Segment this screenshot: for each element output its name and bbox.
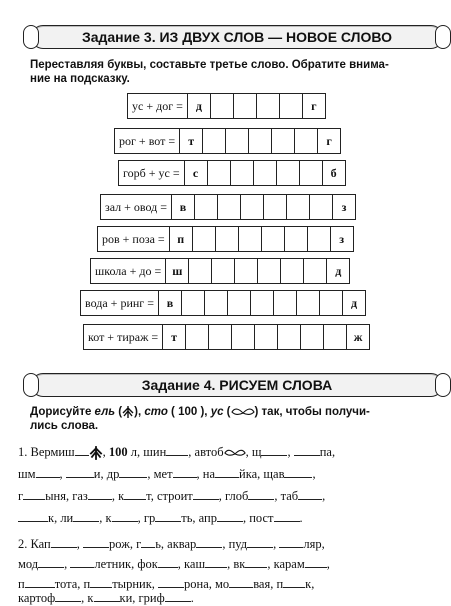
- blank[interactable]: [298, 488, 322, 500]
- blank[interactable]: [294, 444, 320, 456]
- blank[interactable]: [155, 510, 181, 522]
- ex2-line4: картоф , к ки, гриф .: [18, 591, 194, 605]
- letter-cell[interactable]: [262, 227, 285, 251]
- letter-cell[interactable]: [277, 161, 300, 185]
- letter-cell[interactable]: [320, 291, 343, 315]
- letter-cell[interactable]: [280, 94, 303, 118]
- blank[interactable]: [217, 510, 243, 522]
- puzzle-equation: ус + дог =: [128, 94, 188, 118]
- letter-cell[interactable]: в: [172, 195, 195, 219]
- blank[interactable]: [88, 488, 112, 500]
- puzzle-equation: вода + ринг =: [81, 291, 159, 315]
- letter-cell[interactable]: п: [170, 227, 193, 251]
- letter-cell[interactable]: ш: [166, 259, 189, 283]
- letter-cell[interactable]: [226, 129, 249, 153]
- letter-cell[interactable]: г: [326, 134, 332, 148]
- task3-banner: [31, 25, 443, 49]
- letter-cell[interactable]: [300, 161, 323, 185]
- blank[interactable]: [18, 510, 48, 522]
- task4-instruction-line2: лись слова.: [30, 420, 99, 433]
- letter-cell[interactable]: [211, 94, 234, 118]
- letter-cell[interactable]: т: [180, 129, 203, 153]
- blank[interactable]: [112, 510, 138, 522]
- letter-cell[interactable]: [285, 227, 308, 251]
- blank[interactable]: [55, 590, 81, 602]
- letter-cell[interactable]: [235, 259, 258, 283]
- blank[interactable]: [51, 536, 77, 548]
- letter-cell[interactable]: д: [335, 264, 342, 278]
- spruce-icon: [122, 405, 134, 419]
- ex2-line3: п тота, п тырник, рона, мо вая, п к,: [18, 577, 315, 591]
- blank[interactable]: [196, 536, 222, 548]
- letter-cell[interactable]: [203, 129, 226, 153]
- letter-cell[interactable]: [297, 291, 320, 315]
- word-puzzle-row: [127, 93, 326, 119]
- letter-cell[interactable]: з: [341, 200, 347, 214]
- blank[interactable]: [141, 536, 155, 548]
- letter-cell[interactable]: [249, 129, 272, 153]
- ex1-line3: г ыня, газ , к т, строит , глоб , таб ,: [18, 489, 326, 503]
- word-puzzle-row: [90, 258, 350, 284]
- blank[interactable]: [38, 556, 64, 568]
- letter-cell[interactable]: [212, 259, 235, 283]
- letter-cell[interactable]: [186, 325, 209, 349]
- letter-cell[interactable]: [251, 291, 274, 315]
- blank[interactable]: [36, 466, 60, 478]
- letter-cell[interactable]: [182, 291, 205, 315]
- spruce-icon: [89, 445, 103, 461]
- letter-cell[interactable]: [241, 195, 264, 219]
- letter-cell[interactable]: д: [350, 296, 358, 310]
- letter-cell[interactable]: [272, 129, 295, 153]
- letter-cell[interactable]: б: [330, 166, 337, 180]
- letter-cell[interactable]: [239, 227, 262, 251]
- blank[interactable]: [205, 556, 227, 568]
- task3-instruction-line2: ние на подсказку.: [30, 73, 130, 85]
- letter-cell[interactable]: [304, 259, 327, 283]
- blank[interactable]: [247, 536, 273, 548]
- letter-cell[interactable]: [308, 227, 331, 251]
- blank[interactable]: [124, 488, 146, 500]
- puzzle-equation: горб + ус =: [119, 161, 185, 185]
- word-puzzle-row: [80, 290, 366, 316]
- letter-cell[interactable]: [216, 227, 239, 251]
- puzzle-equation: школа + до =: [91, 259, 166, 283]
- ex1-line4: к, ли , к , гр ть, апр , пост .: [18, 510, 448, 526]
- blank[interactable]: [90, 576, 112, 588]
- letter-cell[interactable]: в: [159, 291, 182, 315]
- letter-cell[interactable]: т: [163, 325, 186, 349]
- blank[interactable]: [283, 576, 305, 588]
- letter-cell[interactable]: [208, 161, 231, 185]
- letter-cell[interactable]: [258, 259, 281, 283]
- letter-cell[interactable]: г: [311, 99, 317, 113]
- ex2-line1: 2. Кап , рож, г ь, аквар , пуд , ляр,: [18, 537, 325, 551]
- blank[interactable]: [83, 536, 109, 548]
- task4-banner: [31, 373, 443, 397]
- letter-cell[interactable]: [264, 195, 287, 219]
- blank[interactable]: [274, 510, 300, 522]
- task3-instruction: [30, 58, 440, 86]
- letter-cell[interactable]: ж: [353, 330, 363, 344]
- blank[interactable]: [158, 556, 178, 568]
- letter-cell[interactable]: с: [185, 161, 208, 185]
- letter-cell[interactable]: [205, 291, 228, 315]
- blank[interactable]: [70, 556, 94, 568]
- letter-cell[interactable]: [232, 325, 255, 349]
- blank[interactable]: [173, 466, 197, 478]
- letter-cell[interactable]: [193, 227, 216, 251]
- blank[interactable]: [73, 510, 99, 522]
- task4-instruction: [30, 405, 440, 433]
- letter-cell[interactable]: [301, 325, 324, 349]
- letter-cell[interactable]: [234, 94, 257, 118]
- task4-title: Задание 4. РИСУЕМ СЛОВА: [141, 377, 333, 393]
- task4-instruction-line1: Дорисуйте ель ( ), сто ( 100 ), ус ( ) так, чтобы получи-: [30, 406, 370, 419]
- letter-cell[interactable]: [274, 291, 297, 315]
- letter-cell[interactable]: з: [339, 232, 345, 246]
- letter-cell[interactable]: [228, 291, 251, 315]
- task3-instruction-line1: Переставляя буквы, составьте третье слово. Обратите внима-: [30, 59, 389, 71]
- letter-cell[interactable]: [189, 259, 212, 283]
- blank[interactable]: [215, 466, 239, 478]
- blank[interactable]: [75, 444, 89, 456]
- blank[interactable]: [66, 466, 94, 478]
- ex2-line2: мод , летник, фок , каш , вк , карам ,: [18, 557, 330, 571]
- blank[interactable]: [23, 488, 45, 500]
- letter-cell[interactable]: [278, 325, 301, 349]
- blank[interactable]: [229, 576, 253, 588]
- blank[interactable]: [193, 488, 219, 500]
- blank[interactable]: [261, 444, 287, 456]
- ex1-line1: 1. Вермиш , 100 л, шин , автоб , щ , па,: [18, 444, 448, 461]
- letter-cell[interactable]: [195, 195, 218, 219]
- letter-cell[interactable]: [281, 259, 304, 283]
- letter-cell[interactable]: [257, 94, 280, 118]
- blank[interactable]: [284, 466, 312, 478]
- letter-cell[interactable]: [255, 325, 278, 349]
- blank[interactable]: [279, 536, 303, 548]
- word-puzzle-row: [114, 128, 341, 154]
- letter-cell[interactable]: д: [188, 94, 211, 118]
- word-puzzle-row: [100, 194, 356, 220]
- puzzle-equation: зал + овод =: [101, 195, 172, 219]
- letter-cell[interactable]: [295, 129, 318, 153]
- letter-cell[interactable]: [209, 325, 232, 349]
- letter-cell[interactable]: [254, 161, 277, 185]
- blank[interactable]: [245, 556, 267, 568]
- puzzle-equation: кот + тираж =: [84, 325, 163, 349]
- letter-cell[interactable]: [287, 195, 310, 219]
- blank[interactable]: [165, 590, 191, 602]
- puzzle-equation: рог + вот =: [115, 129, 180, 153]
- blank[interactable]: [119, 466, 147, 478]
- letter-cell[interactable]: [231, 161, 254, 185]
- task3-title: Задание 3. ИЗ ДВУХ СЛОВ — НОВОЕ СЛОВО: [81, 29, 393, 45]
- word-puzzle-row: [83, 324, 370, 350]
- letter-cell[interactable]: [310, 195, 333, 219]
- mustache-icon: [224, 448, 246, 458]
- blank[interactable]: [25, 576, 55, 588]
- puzzle-equation: ров + поза =: [98, 227, 170, 251]
- blank[interactable]: [248, 488, 274, 500]
- blank[interactable]: [158, 576, 184, 588]
- blank[interactable]: [305, 556, 327, 568]
- mustache-icon: [231, 407, 255, 417]
- letter-cell[interactable]: [324, 325, 347, 349]
- blank[interactable]: [94, 590, 120, 602]
- word-puzzle-row: [97, 226, 354, 252]
- word-puzzle-row: [118, 160, 346, 186]
- blank[interactable]: [166, 444, 188, 456]
- letter-cell[interactable]: [218, 195, 241, 219]
- ex1-line2: шм , и, др , мет , на йка, щав ,: [18, 467, 316, 481]
